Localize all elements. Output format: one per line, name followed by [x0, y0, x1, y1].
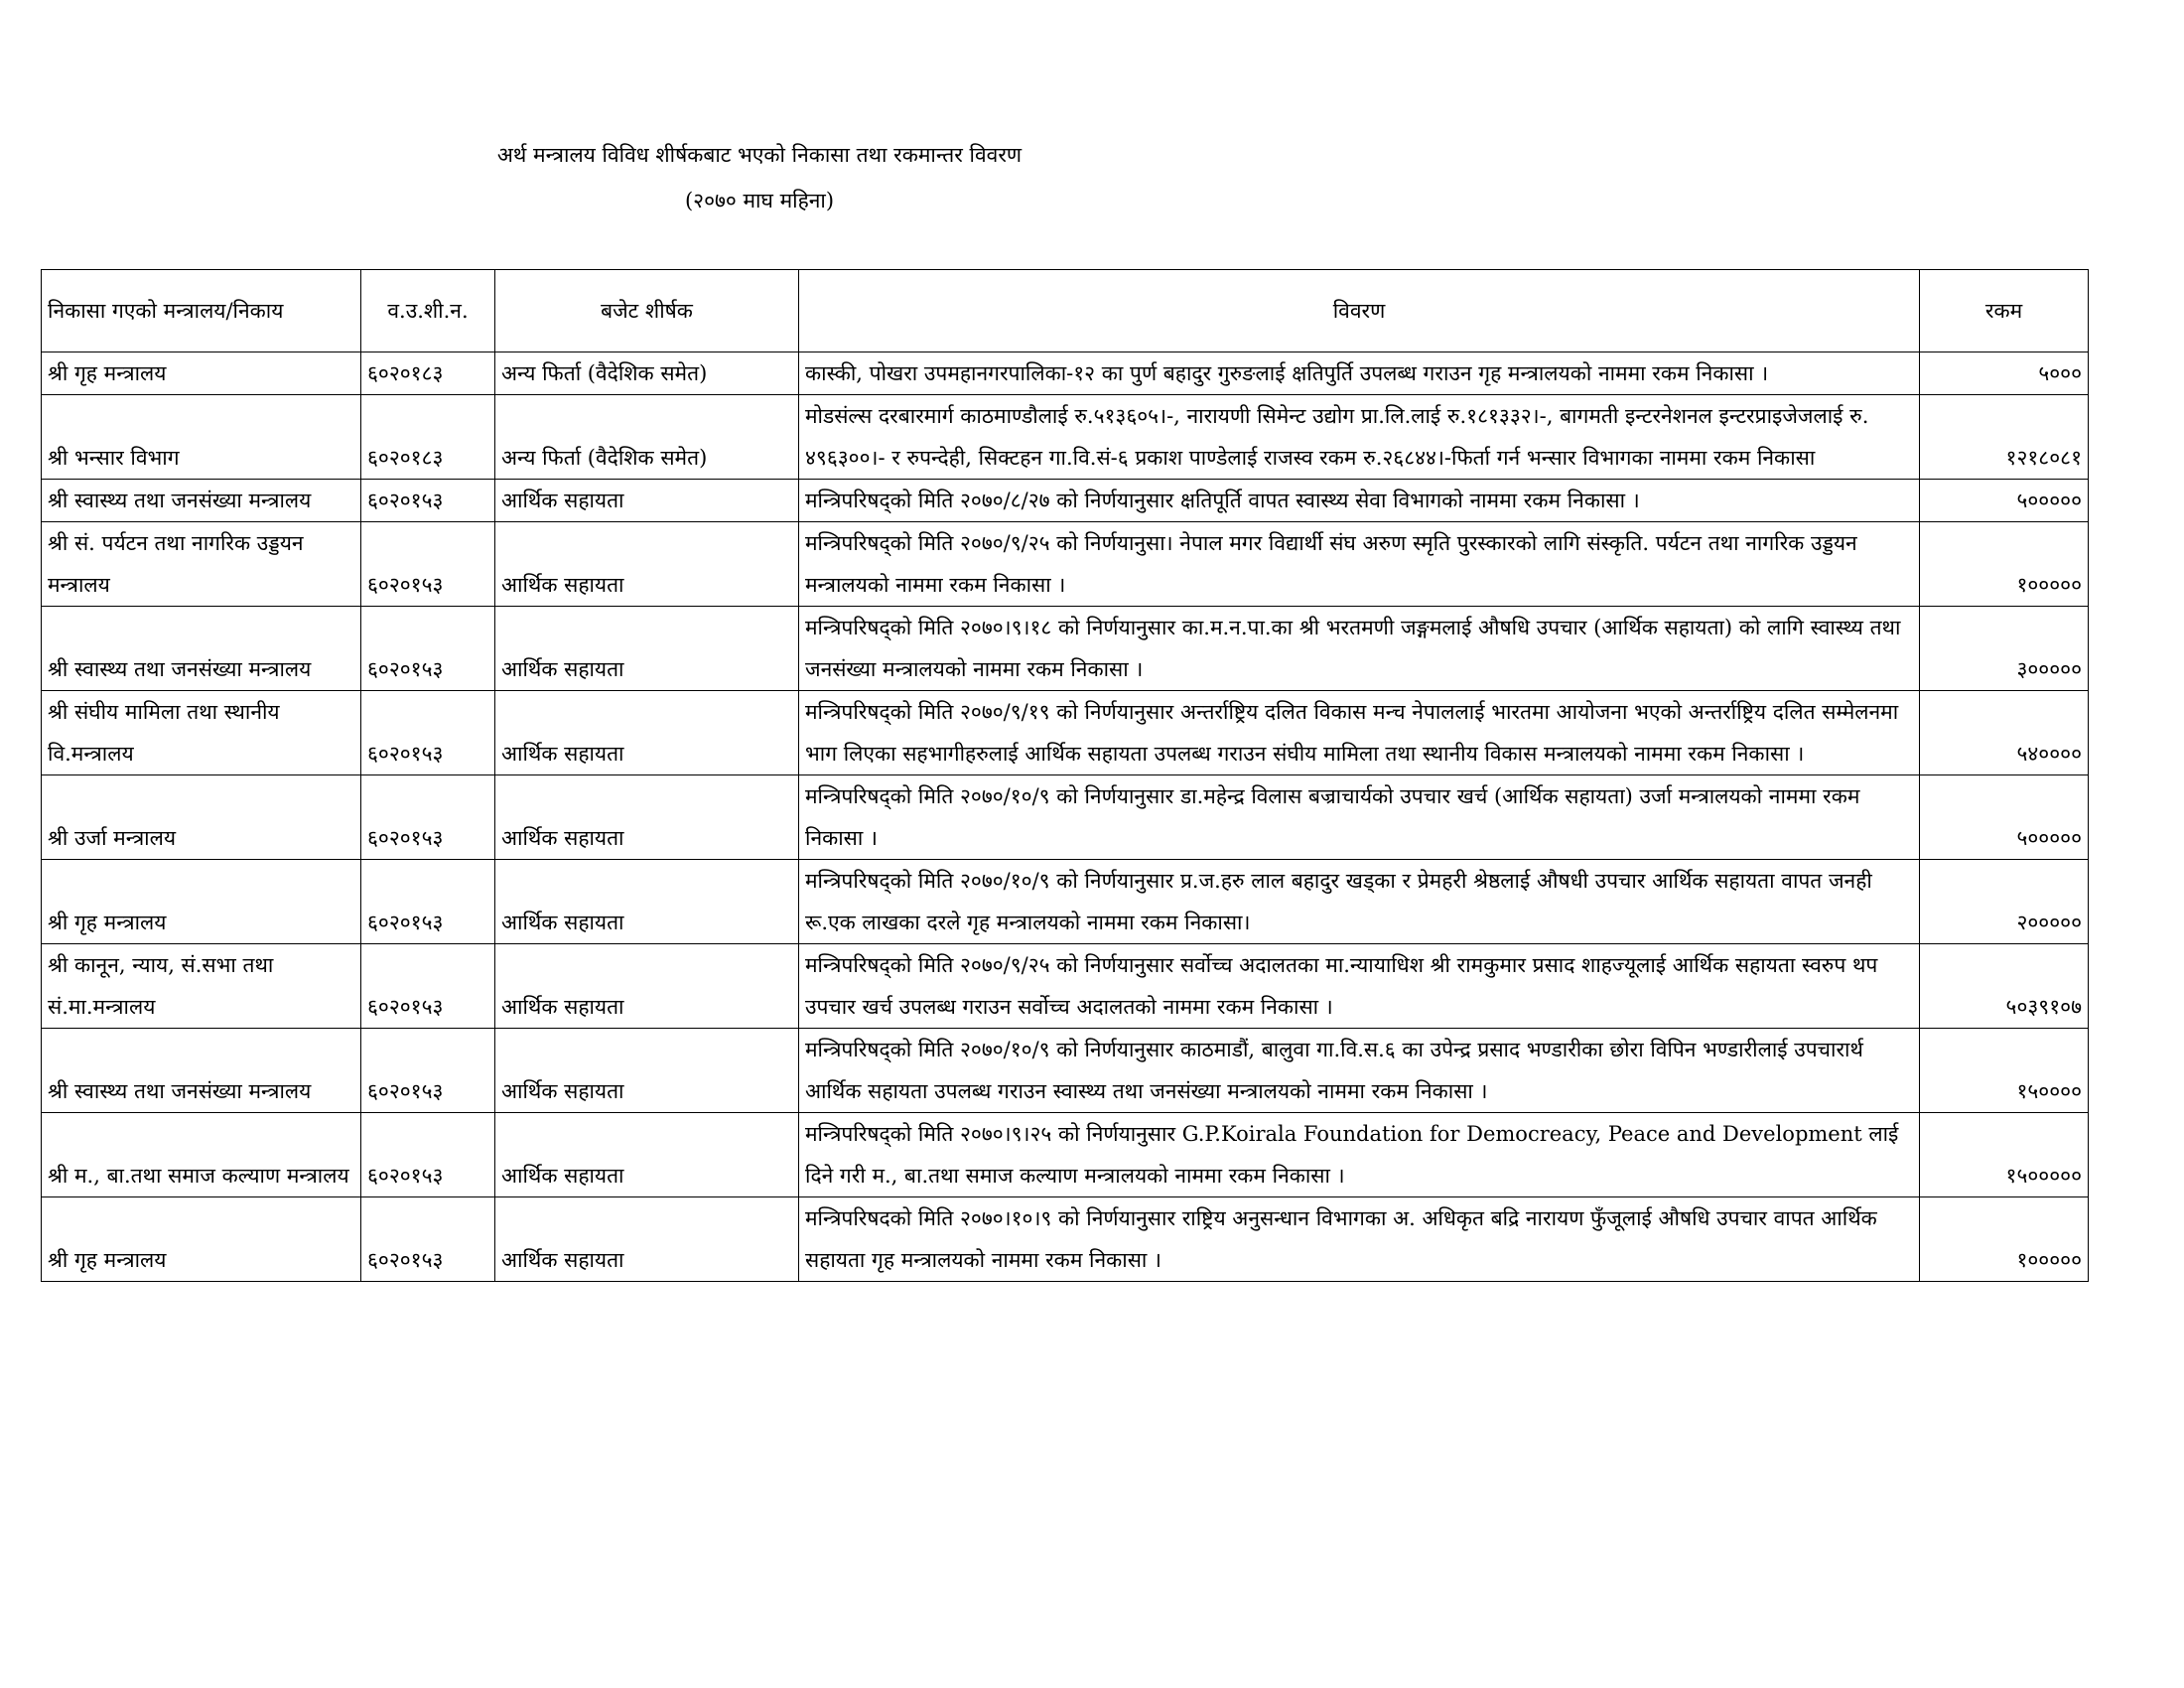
cell-description: कास्की, पोखरा उपमहानगरपालिका-१२ का पुर्ण बहादुर गुरुङलाई क्षतिपुर्ति उपलब्ध गराउन गृह मन्त्रालयको नाममा रकम निकासा । [799, 352, 1920, 395]
cell-org: श्री सं. पर्यटन तथा नागरिक उड्डयन मन्त्रालय [42, 522, 361, 607]
cell-org: श्री गृह मन्त्रालय [42, 352, 361, 395]
cell-amount: १५०००० [1920, 1029, 2089, 1113]
cell-org: श्री स्वास्थ्य तथा जनसंख्या मन्त्रालय [42, 607, 361, 691]
table-row [42, 607, 2089, 691]
cell-amount: १००००० [1920, 522, 2089, 607]
table-row [42, 480, 2089, 522]
cell-code: ६०२०१८३ [361, 395, 495, 480]
cell-description: मन्त्रिपरिषद्को मिति २०७०/९/२५ को निर्णयानुसार सर्वोच्च अदालतका मा.न्यायाधिश श्री रामकुमार प्रसाद शाहज्यूलाई आर्थिक सहायता स्वरुप थप उपचार खर्च उपलब्ध गराउन सर्वोच्च अदालतको नाममा रकम निकासा । [799, 944, 1920, 1029]
cell-amount: ५००००० [1920, 480, 2089, 522]
table-row [42, 775, 2089, 860]
cell-description: मन्त्रिपरिषद्को मिति २०७०/९/२५ को निर्णयानुसा। नेपाल मगर विद्यार्थी संघ अरुण स्मृति पुरस्कारको लागि संस्कृति. पर्यटन तथा नागरिक उड्डयन मन्त्रालयको नाममा रकम निकासा । [799, 522, 1920, 607]
cell-code: ६०२०१५३ [361, 860, 495, 944]
cell-budget: आर्थिक सहायता [495, 607, 799, 691]
cell-org: श्री स्वास्थ्य तथा जनसंख्या मन्त्रालय [42, 480, 361, 522]
table-row [42, 860, 2089, 944]
cell-code: ६०२०१८३ [361, 352, 495, 395]
table-row [42, 395, 2089, 480]
cell-description: मन्त्रिपरिषद्को मिति २०७०/१०/९ को निर्णयानुसार डा.महेन्द्र विलास बज्राचार्यको उपचार खर्च (आर्थिक सहायता) उर्जा मन्त्रालयको नाममा रकम निकासा । [799, 775, 1920, 860]
cell-amount: ३००००० [1920, 607, 2089, 691]
cell-budget: आर्थिक सहायता [495, 1029, 799, 1113]
cell-description: मन्त्रिपरिषद्को मिति २०७०/१०/९ को निर्णयानुसार काठमाडौं, बालुवा गा.वि.स.६ का उपेन्द्र प्रसाद भण्डारीका छोरा विपिन भण्डारीलाई उपचारार्थ आर्थिक सहायता उपलब्ध गराउन स्वास्थ्य तथा जनसंख्या मन्त्रालयको नाममा रकम निकासा । [799, 1029, 1920, 1113]
cell-budget: आर्थिक सहायता [495, 522, 799, 607]
table-body [42, 352, 2089, 1282]
cell-code: ६०२०१५३ [361, 775, 495, 860]
cell-budget: आर्थिक सहायता [495, 944, 799, 1029]
cell-amount: ५४०००० [1920, 691, 2089, 775]
document-title: अर्थ मन्त्रालय विविध शीर्षकबाट भएको निकासा तथा रकमान्तर विवरण [496, 143, 1023, 167]
cell-org: श्री म., बा.तथा समाज कल्याण मन्त्रालय [42, 1113, 361, 1197]
header-budget: बजेट शीर्षक [495, 270, 799, 352]
cell-budget: आर्थिक सहायता [495, 860, 799, 944]
cell-amount: ५०३९१०७ [1920, 944, 2089, 1029]
table-row [42, 1113, 2089, 1197]
header-org: निकासा गएको मन्त्रालय/निकाय [42, 270, 361, 352]
cell-code: ६०२०१५३ [361, 1113, 495, 1197]
table-header-row [42, 270, 2089, 352]
document-subtitle: (२०७० माघ महिना) [684, 189, 835, 212]
cell-description: मन्त्रिपरिषदको मिति २०७०।१०।९ को निर्णयानुसार राष्ट्रिय अनुसन्धान विभागका अ. अधिकृत बद्रि नारायण फुँजूलाई औषधि उपचार वापत आर्थिक सहायता गृह मन्त्रालयको नाममा रकम निकासा । [799, 1197, 1920, 1282]
cell-code: ६०२०१५३ [361, 522, 495, 607]
table-row [42, 691, 2089, 775]
cell-org: श्री उर्जा मन्त्रालय [42, 775, 361, 860]
cell-description: मोडसंल्स दरबारमार्ग काठमाण्डौलाई रु.५१३६०५।-, नारायणी सिमेन्ट उद्योग प्रा.लि.लाई रु.१८१३३२।-, बागमती इन्टरनेशनल इन्टरप्राइजेजलाई रु. ४९६३००।- र रुपन्देही, सिक्टहन गा.वि.सं-६ प्रकाश पाण्डेलाई राजस्व रकम रु.२६८४४।-फिर्ता गर्न भन्सार विभागका नाममा रकम निकासा [799, 395, 1920, 480]
cell-org: श्री भन्सार विभाग [42, 395, 361, 480]
cell-code: ६०२०१५३ [361, 607, 495, 691]
cell-code: ६०२०१५३ [361, 1029, 495, 1113]
table-row [42, 352, 2089, 395]
header-code: व.उ.शी.न. [361, 270, 495, 352]
cell-org: श्री स्वास्थ्य तथा जनसंख्या मन्त्रालय [42, 1029, 361, 1113]
header-description: विवरण [799, 270, 1920, 352]
cell-amount: २००००० [1920, 860, 2089, 944]
cell-budget: आर्थिक सहायता [495, 1113, 799, 1197]
cell-amount: १२१८०८१ [1920, 395, 2089, 480]
cell-description: मन्त्रिपरिषद्को मिति २०७०/८/२७ को निर्णयानुसार क्षतिपूर्ति वापत स्वास्थ्य सेवा विभागको नाममा रकम निकासा । [799, 480, 1920, 522]
cell-description: मन्त्रिपरिषद्को मिति २०७०/१०/९ को निर्णयानुसार प्र.ज.हरु लाल बहादुर खड्का र प्रेमहरी श्रेष्ठलाई औषधी उपचार आर्थिक सहायता वापत जनही रू.एक लाखका दरले गृह मन्त्रालयको नाममा रकम निकासा। [799, 860, 1920, 944]
cell-budget: आर्थिक सहायता [495, 775, 799, 860]
cell-amount: १००००० [1920, 1197, 2089, 1282]
cell-budget: अन्य फिर्ता (वैदेशिक समेत) [495, 352, 799, 395]
cell-budget: आर्थिक सहायता [495, 691, 799, 775]
cell-amount: ५००००० [1920, 775, 2089, 860]
cell-description: मन्त्रिपरिषद्को मिति २०७०।९।२५ को निर्णयानुसार G.P.Koirala Foundation for Democreacy, Peace and Development लाई दिने गरी म., बा.तथा समाज कल्याण मन्त्रालयको नाममा रकम निकासा । [799, 1113, 1920, 1197]
table-row [42, 1029, 2089, 1113]
cell-code: ६०२०१५३ [361, 1197, 495, 1282]
table-row [42, 1197, 2089, 1282]
disbursement-table [41, 269, 2089, 1282]
cell-budget: आर्थिक सहायता [495, 1197, 799, 1282]
cell-description: मन्त्रिपरिषद्को मिति २०७०/९/१९ को निर्णयानुसार अन्तर्राष्ट्रिय दलित विकास मन्च नेपाललाई भारतमा आयोजना भएको अन्तर्राष्ट्रिय दलित सम्मेलनमा भाग लिएका सहभागीहरुलाई आर्थिक सहायता उपलब्ध गराउन संघीय मामिला तथा स्थानीय विकास मन्त्रालयको नाममा रकम निकासा । [799, 691, 1920, 775]
cell-amount: ५००० [1920, 352, 2089, 395]
cell-amount: १५००००० [1920, 1113, 2089, 1197]
cell-code: ६०२०१५३ [361, 944, 495, 1029]
cell-code: ६०२०१५३ [361, 691, 495, 775]
table-row [42, 944, 2089, 1029]
cell-budget: अन्य फिर्ता (वैदेशिक समेत) [495, 395, 799, 480]
cell-org: श्री गृह मन्त्रालय [42, 860, 361, 944]
header-amount: रकम [1920, 270, 2089, 352]
cell-code: ६०२०१५३ [361, 480, 495, 522]
cell-org: श्री गृह मन्त्रालय [42, 1197, 361, 1282]
cell-org: श्री संघीय मामिला तथा स्थानीय वि.मन्त्रालय [42, 691, 361, 775]
cell-org: श्री कानून, न्याय, सं.सभा तथा सं.मा.मन्त्रालय [42, 944, 361, 1029]
table-row [42, 522, 2089, 607]
cell-budget: आर्थिक सहायता [495, 480, 799, 522]
cell-description: मन्त्रिपरिषद्को मिति २०७०।९।१८ को निर्णयानुसार का.म.न.पा.का श्री भरतमणी जङ्गमलाई औषधि उपचार (आर्थिक सहायता) को लागि स्वास्थ्य तथा जनसंख्या मन्त्रालयको नाममा रकम निकासा । [799, 607, 1920, 691]
